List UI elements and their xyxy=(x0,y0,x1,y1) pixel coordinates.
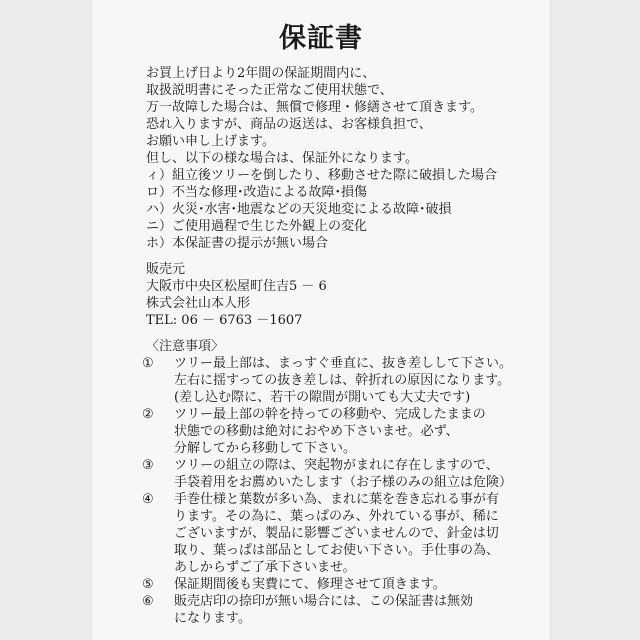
note-number: ① xyxy=(142,356,154,371)
exclusion-item: ニ）ご使用過程で生じた外観上の変化 xyxy=(146,219,368,234)
note-number: ④ xyxy=(142,492,154,507)
note-line: ります。その為に、葉っぱのみ、外れている事が、稀に xyxy=(174,509,499,524)
exclusion-item: ィ）組立後ツリーを倒したり、移動させた際に破損した場合 xyxy=(146,168,498,183)
note-line: 保証期間後も実費にて、修理させて頂きます。 xyxy=(174,577,446,592)
seller-tel: TEL: 06 － 6763 －1607 xyxy=(146,313,303,328)
note-line: (差し込む際に、若干の隙間が開いても大丈夫です) xyxy=(174,390,471,405)
intro-line: お買上げ日より2年間の保証期間内に、 xyxy=(146,66,376,81)
note-line: ツリーの組立の際は、突起物がまれに存在しますので、 xyxy=(174,458,499,473)
note-line: になります。 xyxy=(174,611,251,626)
exclusion-item: ロ）不当な修理･改造による故障･損傷 xyxy=(146,185,368,200)
note-line: ございますが、製品に影響ございませんので、針金は切 xyxy=(174,526,499,541)
note-line: 手巻仕様と葉数が多い為、まれに葉を巻き忘れる事が有 xyxy=(174,492,500,507)
note-line: ツリー最上部は、まっすぐ垂直に、抜き差しして下さい。 xyxy=(174,356,513,371)
notes-heading: 〈注意事項〉 xyxy=(146,339,225,354)
exclusion-item: ホ）本保証書の提示が無い場合 xyxy=(146,236,329,251)
note-number: ② xyxy=(142,407,154,422)
intro-line: 取扱説明書にそった正常なご使用状態で、 xyxy=(146,83,393,98)
document-title: 保証書 xyxy=(279,23,363,54)
seller-label: 販売元 xyxy=(146,262,186,277)
note-line: 取り、葉っぱは部品としてお使い下さい。手仕事の為、 xyxy=(174,543,500,558)
exclusion-item: ハ）火災･水害･地震などの天災地変による故障･破損 xyxy=(146,202,452,217)
warranty-sheet xyxy=(92,0,550,640)
note-number: ③ xyxy=(142,458,154,473)
note-line: ツリー最上部の幹を持っての移動や、完成したままの xyxy=(174,407,486,422)
note-line: あしからずご了承下さいませ。 xyxy=(174,560,356,575)
seller-company: 株式会社山本人形 xyxy=(146,296,251,311)
note-line: 手袋着用をお薦めいたします（お子様のみの組立は危険） xyxy=(174,475,513,490)
seller-address: 大阪市中央区松屋町住吉5 － 6 xyxy=(146,279,327,294)
note-line: 販売店印の捺印が無い場合には、この保証書は無効 xyxy=(174,594,474,609)
intro-line: 但し、以下の様な場合は、保証外になります。 xyxy=(146,151,418,166)
note-number: ⑥ xyxy=(142,594,154,609)
intro-line: 万一故障した場合は、無償で修理・修繕させて頂きます。 xyxy=(146,100,483,115)
note-line: 分解してから移動して下さい。 xyxy=(174,441,357,456)
note-line: 左右に揺すっての抜き差しは、幹折れの原因になります。 xyxy=(174,373,511,388)
intro-line: 恐れ入りますが、商品の返送は、お客様負担で、 xyxy=(146,117,432,132)
intro-line: お願い申し上げます。 xyxy=(146,134,275,149)
note-number: ⑤ xyxy=(142,577,154,592)
note-line: 状態での移動は絶対におやめ下さいませ。必ず、 xyxy=(174,424,459,439)
